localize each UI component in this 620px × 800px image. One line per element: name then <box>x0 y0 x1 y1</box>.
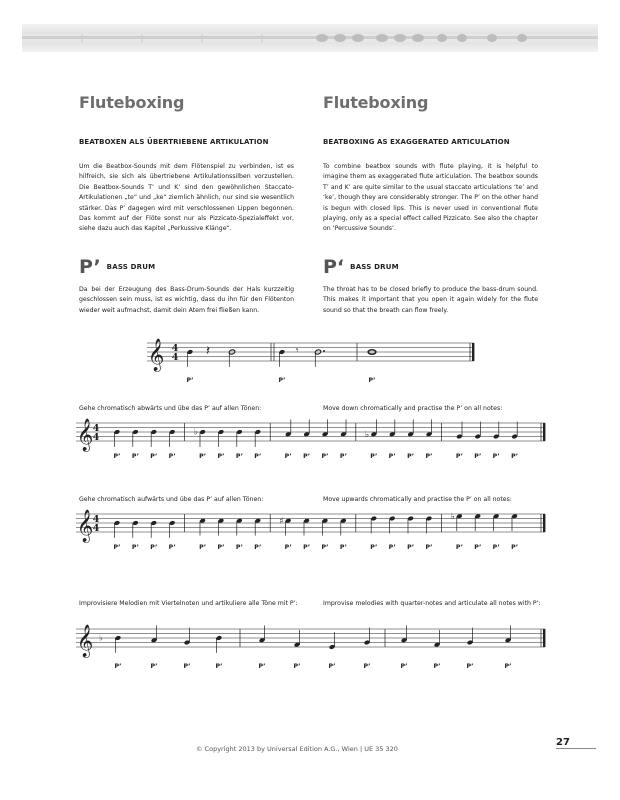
exercise-3-label-en: Improvise melodies with quarter-notes and articulate all notes with P’: <box>323 600 541 607</box>
flat-sign: ♭ <box>365 429 370 440</box>
treble-clef: 𝄞 <box>76 624 94 657</box>
syllable-label: P’ <box>504 663 512 670</box>
syllable-label: P’ <box>284 453 292 460</box>
treble-clef: 𝄞 <box>147 338 165 371</box>
exercise-2-label-en: Move upwards chromatically and practise the P’ on all notes: <box>323 496 512 503</box>
syllable-label: P’ <box>113 453 121 460</box>
eighth-rest: 𝄾 <box>295 344 299 357</box>
syllable-label: P’ <box>235 544 243 551</box>
section-heading: BEATBOXEN ALS ÜBERTRIEBENE ARTIKULATION <box>79 138 269 146</box>
final-barline-thick <box>543 514 545 532</box>
syllable-label: P’ <box>293 663 301 670</box>
syllable-label: P’ <box>370 453 378 460</box>
syllable-label: P’ <box>284 544 292 551</box>
quarter-rest: 𝄽 <box>205 343 211 359</box>
syllable-label: P’ <box>150 663 158 670</box>
syllable-label: P’ <box>183 663 191 670</box>
syllable-label: P’ <box>474 453 482 460</box>
sharp-sign: ♯ <box>279 516 284 527</box>
syllable-label: P’ <box>254 544 262 551</box>
syllable-label: P’ <box>254 453 262 460</box>
intro-paragraph: Um die Beatbox-Sounds mit dem Flötenspiel zu verbinden, ist es hilfreich, sie sich als übertriebene Artikulationssilben vorzustellen. Die Beatbox-Sounds T’ und K’ sind den gewöhnlichen Staccato-Artikulationen „te“ und „ke“ ziemlich ähnlich, nur sind sie wesentlich stärker. Das P’ dagegen wird mit verschlossenen Lippen begonnen. Das kommt auf der Flöte sonst nur als Pizzicato-Spezialeffekt vor, siehe dazu auch das Kapitel „Perkussive Klänge“. <box>79 163 294 233</box>
syllable-label: P’ <box>215 663 223 670</box>
time-signature-bottom: 4 <box>92 523 100 535</box>
sound-name: BASS DRUM <box>106 263 156 271</box>
syllable-label: P’ <box>407 453 415 460</box>
sound-symbol: P’ <box>79 256 101 278</box>
syllable-label: P’ <box>368 377 376 384</box>
syllable-label: P’ <box>199 544 207 551</box>
syllable-label: P’ <box>235 453 243 460</box>
syllable-label: P’ <box>388 544 396 551</box>
syllable-label: P’ <box>258 663 266 670</box>
syllable-label: P’ <box>150 544 158 551</box>
syllable-label: P’ <box>363 663 371 670</box>
syllable-label: P’ <box>455 453 463 460</box>
time-signature-top: 4 <box>92 423 100 435</box>
page-title: Fluteboxing <box>323 93 429 112</box>
syllable-label: P’ <box>131 544 139 551</box>
page-title: Fluteboxing <box>79 93 185 112</box>
intro-paragraph: To combine beatbox sounds with flute playing, it is helpful to imagine them as exaggerated flute articulation. The beatbox sounds T’ and K’ are quite similar to the usual staccato articulations ‘te’ and ‘ke’, though they are considerably stronger. The P’ on the other hand is begun with closed lips. This is never used in conventional flute playing, only as a special effect called Pizzicato. See also the chapter on ‘Percussive Sounds’. <box>323 163 538 233</box>
key-signature-flat: ♭ <box>99 632 103 643</box>
final-barline-thick <box>472 343 474 361</box>
exercise-1-label-en: Move down chromatically and practise the P’ on all notes: <box>323 405 503 412</box>
sound-name: BASS DRUM <box>350 263 399 271</box>
syllable-label: P’ <box>511 453 519 460</box>
exercise-2-label-de: Gehe chromatisch aufwärts und übe das P’ auf allen Tönen: <box>79 496 264 503</box>
syllable-label: P’ <box>278 377 286 384</box>
exercise-1-label-de: Gehe chromatisch abwärts und übe das P’ auf allen Tönen: <box>79 405 262 412</box>
syllable-label: P’ <box>199 453 207 460</box>
syllable-label: P’ <box>370 544 378 551</box>
page-number-rule <box>556 748 596 749</box>
time-signature-top: 4 <box>92 514 100 526</box>
syllable-label: P’ <box>339 453 347 460</box>
section-heading: BEATBOXING AS EXAGGERATED ARTICULATION <box>323 138 510 146</box>
syllable-label: P’ <box>113 544 121 551</box>
syllable-label: P’ <box>321 544 329 551</box>
syllable-label: P’ <box>339 544 347 551</box>
syllable-label: P’ <box>168 453 176 460</box>
treble-clef: 𝄞 <box>76 509 94 542</box>
final-barline-thick <box>543 423 545 441</box>
flat-sign: ♭ <box>450 511 455 522</box>
syllable-label: P’ <box>303 544 311 551</box>
bass-drum-paragraph: Da bei der Erzeugung des Bass-Drum-Sounds der Hals kurzzeitig geschlossen sein muss, ist es wichtig, dass du ihn für den Flötenton wieder weit aufmachst, damit dein Atem frei fließen kann. <box>79 286 294 314</box>
flat-sign: ♭ <box>193 427 198 438</box>
syllable-label: P’ <box>407 544 415 551</box>
bass-drum-paragraph: The throat has to be closed briefly to produce the bass-drum sound. This makes it important that you open it again widely for the flute sound so that the breath can flow freely. <box>323 286 538 314</box>
exercise-3-label-de: Improvisiere Melodien mit Viertelnoten und artikuliere alle Töne mit P’: <box>79 600 298 607</box>
augmentation-dot <box>323 350 325 352</box>
syllable-label: P’ <box>425 544 433 551</box>
syllable-label: P’ <box>425 453 433 460</box>
syllable-label: P’ <box>217 544 225 551</box>
syllable-label: P’ <box>321 453 329 460</box>
time-signature-bottom: 4 <box>92 432 100 444</box>
syllable-label: P’ <box>131 453 139 460</box>
syllable-label: P’ <box>328 663 336 670</box>
time-signature-top: 4 <box>171 343 179 355</box>
syllable-label: P’ <box>433 663 441 670</box>
syllable-label: P’ <box>400 663 408 670</box>
treble-clef: 𝄞 <box>76 418 94 451</box>
syllable-label: P’ <box>150 453 158 460</box>
syllable-label: P’ <box>492 544 500 551</box>
page-number: 27 <box>556 737 570 748</box>
time-signature-bottom: 4 <box>171 352 179 364</box>
syllable-label: P’ <box>303 453 311 460</box>
syllable-label: P’ <box>168 544 176 551</box>
final-barline-thick <box>543 629 545 647</box>
syllable-label: P’ <box>455 544 463 551</box>
syllable-label: P’ <box>511 544 519 551</box>
syllable-label: P’ <box>474 544 482 551</box>
syllable-label: P’ <box>186 377 194 384</box>
syllable-label: P’ <box>114 663 122 670</box>
copyright-footer: © Copyright 2013 by Universal Edition A.G., Wien | UE 35 320 <box>196 745 398 753</box>
sound-symbol: P‘ <box>323 256 345 278</box>
syllable-label: P’ <box>217 453 225 460</box>
syllable-label: P’ <box>492 453 500 460</box>
syllable-label: P’ <box>388 453 396 460</box>
syllable-label: P’ <box>466 663 474 670</box>
